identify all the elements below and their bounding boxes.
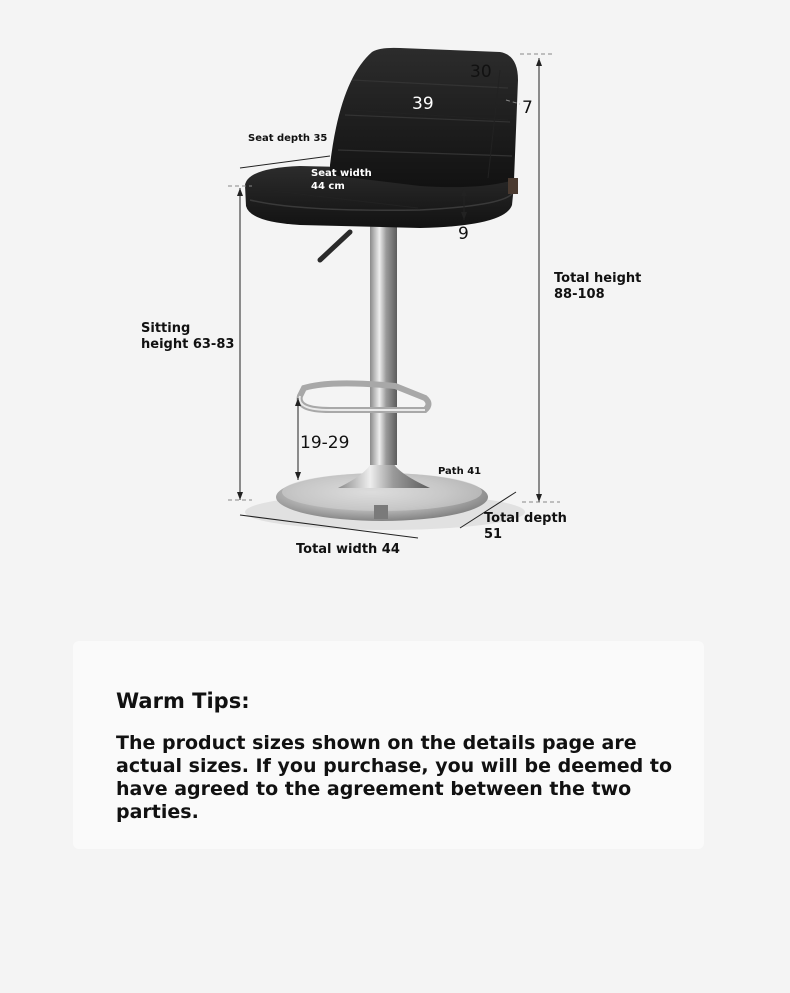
footrest-ring bbox=[300, 383, 429, 410]
total-width-label: Total width 44 bbox=[296, 542, 400, 557]
cushion-thickness-label: 9 bbox=[458, 224, 469, 244]
footrest-height-label: 19-29 bbox=[300, 433, 350, 453]
total-depth-label: Total depth 51 bbox=[484, 511, 567, 543]
gas-lift-column bbox=[370, 225, 397, 465]
total-height-label: Total height 88-108 bbox=[554, 271, 642, 303]
back-offset-label: 7 bbox=[522, 98, 533, 118]
seat-width-label: Seat width 44 cm bbox=[311, 168, 372, 192]
warm-tips-title: Warm Tips: bbox=[116, 689, 250, 713]
seat-depth-label: Seat depth 35 bbox=[248, 133, 328, 144]
height-lever bbox=[320, 232, 350, 260]
warm-tips-body: The product sizes shown on the details page are actual sizes. If you purchase, you will be deemed to have agreed to the agreement between the two parties. bbox=[116, 732, 673, 823]
back-width-label: 39 bbox=[412, 94, 434, 114]
warm-tips-card bbox=[73, 641, 704, 849]
sitting-height-label: Sitting height 63-83 bbox=[141, 321, 235, 353]
back-height-label: 30 bbox=[470, 62, 492, 82]
base-diameter-label: Path 41 bbox=[438, 466, 482, 477]
